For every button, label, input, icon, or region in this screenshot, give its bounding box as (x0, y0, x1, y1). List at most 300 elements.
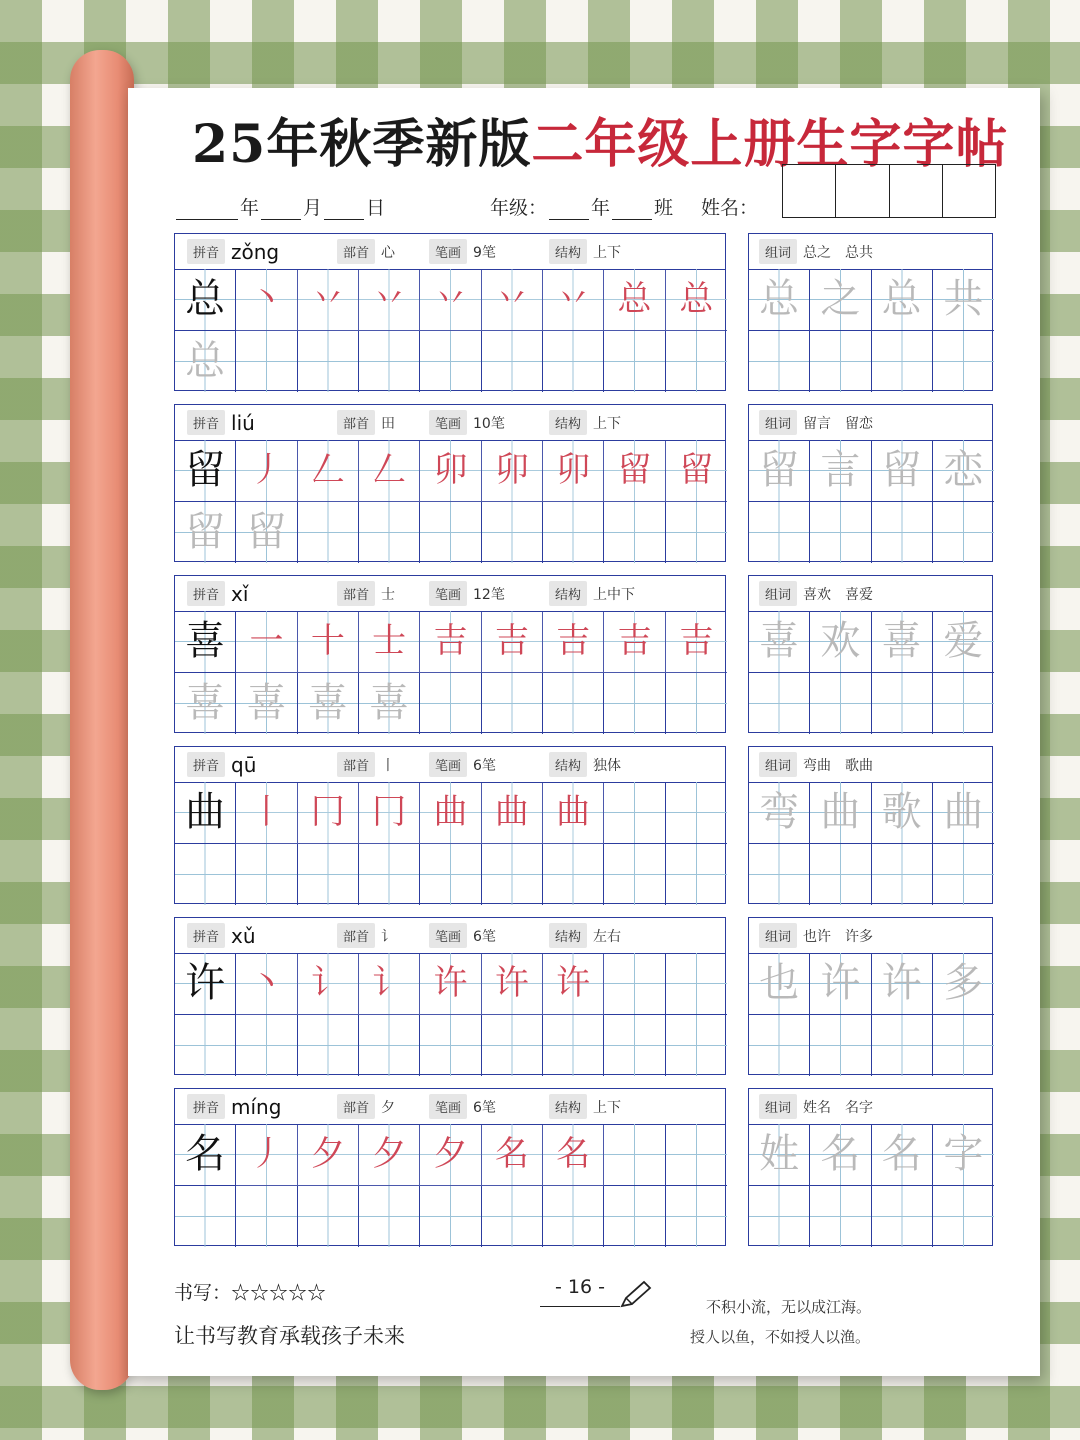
strokes-field (429, 1089, 500, 1124)
structure-field (549, 405, 625, 440)
practice-cell[interactable] (604, 1015, 665, 1077)
word-practice-cell[interactable] (872, 673, 933, 735)
char-practice-panel (174, 575, 726, 733)
radical-value: 士 (381, 586, 396, 603)
strokes-tag: 笔画 (429, 752, 467, 777)
stroke-step[interactable]: 曲 (482, 782, 543, 844)
stroke-step[interactable]: 一 (236, 611, 297, 673)
grade-year-label: 年 (591, 197, 611, 219)
word-practice-cell[interactable] (749, 331, 810, 393)
stroke-step[interactable]: 吉 (420, 611, 481, 673)
stroke-step[interactable]: 丷 (482, 269, 543, 331)
radical-tag: 部首 (337, 410, 375, 435)
words-value: 弯曲 歌曲 (803, 757, 874, 774)
practice-cell[interactable] (420, 1015, 481, 1077)
stroke-step[interactable]: 许 (420, 953, 481, 1015)
stroke-step[interactable]: 吉 (543, 611, 604, 673)
char-practice-panel (174, 1088, 726, 1246)
stroke-step[interactable]: 吉 (666, 611, 727, 673)
stroke-step[interactable]: 夕 (420, 1124, 481, 1186)
trace-character[interactable]: 喜 (359, 673, 420, 735)
word-grid (749, 953, 992, 1074)
practice-cell[interactable] (666, 953, 727, 1015)
practice-cell[interactable] (298, 1015, 359, 1077)
stroke-step[interactable]: 丶 (236, 953, 297, 1015)
radical-value: 丨 (381, 757, 396, 774)
word-practice-cell[interactable] (933, 331, 994, 393)
practice-grid (175, 1124, 725, 1245)
radical-value: 田 (381, 415, 396, 432)
structure-value: 上下 (593, 415, 622, 432)
model-character[interactable]: 许 (175, 953, 236, 1015)
practice-cell[interactable] (604, 1186, 665, 1248)
practice-cell[interactable] (543, 844, 604, 906)
radical-field (337, 1089, 399, 1124)
word-practice-cell[interactable] (810, 673, 871, 735)
practice-grid (175, 953, 725, 1074)
char-info-bar (175, 1089, 725, 1125)
pinyin-value: liú (231, 410, 255, 435)
pinyin-value: qū (231, 752, 257, 777)
word-panel (748, 746, 993, 904)
word-practice-cell[interactable] (810, 502, 871, 564)
stroke-step[interactable]: 曲 (543, 782, 604, 844)
practice-cell[interactable] (482, 1015, 543, 1077)
stroke-step[interactable]: 吉 (482, 611, 543, 673)
stroke-step[interactable]: 冂 (359, 782, 420, 844)
words-field (759, 234, 877, 269)
strokes-field (429, 576, 509, 611)
char-info-bar (175, 234, 725, 270)
word-practice-cell[interactable] (872, 502, 933, 564)
stroke-step[interactable]: 丨 (236, 782, 297, 844)
word-info-bar (749, 405, 992, 441)
practice-cell[interactable] (604, 844, 665, 906)
title-part1: 25年秋季新版 (192, 114, 532, 175)
word-trace-character[interactable]: 留 (749, 440, 810, 502)
word-trace-character[interactable]: 歌 (872, 782, 933, 844)
radical-value: 夕 (381, 1099, 396, 1116)
words-field (759, 405, 877, 440)
pinyin-value: xǔ (231, 923, 256, 948)
stroke-step[interactable]: 冂 (298, 782, 359, 844)
words-field (759, 1089, 877, 1124)
word-trace-character[interactable]: 喜 (749, 611, 810, 673)
practice-cell[interactable] (175, 844, 236, 906)
word-panel (748, 1088, 993, 1246)
practice-cell[interactable] (666, 502, 727, 564)
structure-value: 上中下 (593, 586, 636, 603)
practice-cell[interactable] (604, 331, 665, 393)
name-label: 姓名： (701, 197, 759, 219)
practice-cell[interactable] (604, 673, 665, 735)
practice-cell[interactable] (175, 1015, 236, 1077)
trace-character[interactable]: 总 (175, 331, 236, 393)
word-practice-cell[interactable] (810, 844, 871, 906)
word-trace-character[interactable]: 留 (872, 440, 933, 502)
practice-cell[interactable] (482, 673, 543, 735)
year-label: 年 (240, 197, 260, 219)
strokes-tag: 笔画 (429, 410, 467, 435)
pinyin-field (187, 1089, 281, 1124)
word-practice-cell[interactable] (933, 1186, 994, 1248)
stroke-step[interactable]: 总 (666, 269, 727, 331)
stroke-step[interactable]: 丷 (298, 269, 359, 331)
stroke-step[interactable]: 许 (543, 953, 604, 1015)
pinyin-tag: 拼音 (187, 752, 225, 777)
radical-tag: 部首 (337, 1094, 375, 1119)
practice-cell[interactable] (298, 331, 359, 393)
word-practice-cell[interactable] (933, 502, 994, 564)
word-practice-cell[interactable] (933, 1015, 994, 1077)
word-trace-character[interactable]: 许 (810, 953, 871, 1015)
quote-line-2: 授人以鱼，不如授人以渔。 (690, 1328, 871, 1346)
radical-tag: 部首 (337, 923, 375, 948)
words-field (759, 747, 877, 782)
pinyin-field (187, 918, 256, 953)
stroke-step[interactable]: 留 (604, 440, 665, 502)
word-grid (749, 1124, 992, 1245)
practice-grid (175, 440, 725, 561)
radical-field (337, 747, 399, 782)
practice-cell[interactable] (543, 502, 604, 564)
practice-cell[interactable] (236, 1015, 297, 1077)
word-trace-character[interactable]: 爱 (933, 611, 994, 673)
practice-cell[interactable] (604, 953, 665, 1015)
trace-character[interactable]: 喜 (175, 673, 236, 735)
strokes-tag: 笔画 (429, 923, 467, 948)
stroke-step[interactable]: 卯 (482, 440, 543, 502)
model-character[interactable]: 留 (175, 440, 236, 502)
page-number: - 16 - (540, 1276, 620, 1307)
words-value: 姓名 名字 (803, 1099, 874, 1116)
structure-field (549, 747, 625, 782)
char-info-bar (175, 576, 725, 612)
word-trace-character[interactable]: 曲 (933, 782, 994, 844)
practice-cell[interactable] (420, 673, 481, 735)
strokes-field (429, 918, 500, 953)
word-trace-character[interactable]: 也 (749, 953, 810, 1015)
word-trace-character[interactable]: 之 (810, 269, 871, 331)
practice-cell[interactable] (359, 844, 420, 906)
practice-cell[interactable] (420, 331, 481, 393)
strokes-value: 10笔 (473, 415, 505, 432)
structure-tag: 结构 (549, 1094, 587, 1119)
day-label: 日 (366, 197, 386, 219)
word-grid (749, 440, 992, 561)
radical-tag: 部首 (337, 239, 375, 264)
practice-cell[interactable] (666, 1015, 727, 1077)
grade-label: 年级： (490, 197, 548, 219)
strokes-field (429, 747, 500, 782)
char-practice-panel (174, 917, 726, 1075)
trace-character[interactable]: 留 (175, 502, 236, 564)
practice-cell[interactable] (482, 331, 543, 393)
word-grid (749, 782, 992, 903)
word-trace-character[interactable]: 名 (810, 1124, 871, 1186)
practice-cell[interactable] (543, 1015, 604, 1077)
practice-cell[interactable] (666, 331, 727, 393)
structure-value: 独体 (593, 757, 622, 774)
practice-cell[interactable] (298, 502, 359, 564)
structure-tag: 结构 (549, 239, 587, 264)
name-input-boxes[interactable] (782, 164, 996, 218)
word-grid (749, 269, 992, 390)
trace-character[interactable]: 喜 (298, 673, 359, 735)
word-practice-cell[interactable] (810, 1186, 871, 1248)
word-practice-cell[interactable] (749, 502, 810, 564)
model-character[interactable]: 曲 (175, 782, 236, 844)
practice-cell[interactable] (298, 1186, 359, 1248)
char-info-bar (175, 747, 725, 783)
word-practice-cell[interactable] (749, 1015, 810, 1077)
strokes-tag: 笔画 (429, 581, 467, 606)
word-practice-cell[interactable] (749, 844, 810, 906)
word-practice-cell[interactable] (872, 1186, 933, 1248)
radical-field (337, 918, 399, 953)
pinyin-field (187, 576, 248, 611)
slogan: 让书写教育承载孩子未来 (174, 1324, 405, 1348)
word-trace-character[interactable]: 曲 (810, 782, 871, 844)
strokes-value: 6笔 (473, 1099, 496, 1116)
stroke-step[interactable]: 曲 (420, 782, 481, 844)
stroke-step[interactable]: 讠 (298, 953, 359, 1015)
stroke-step[interactable]: 吉 (604, 611, 665, 673)
strokes-tag: 笔画 (429, 1094, 467, 1119)
word-practice-cell[interactable] (810, 1015, 871, 1077)
structure-tag: 结构 (549, 581, 587, 606)
word-practice-cell[interactable] (933, 673, 994, 735)
radical-field (337, 234, 399, 269)
word-trace-character[interactable]: 喜 (872, 611, 933, 673)
stroke-step[interactable]: 夕 (359, 1124, 420, 1186)
structure-tag: 结构 (549, 923, 587, 948)
word-practice-cell[interactable] (933, 844, 994, 906)
practice-cell[interactable] (666, 782, 727, 844)
pinyin-tag: 拼音 (187, 1094, 225, 1119)
stroke-step[interactable]: 𠃋 (359, 440, 420, 502)
practice-cell[interactable] (236, 844, 297, 906)
practice-cell[interactable] (420, 1186, 481, 1248)
stroke-step[interactable]: 许 (482, 953, 543, 1015)
word-trace-character[interactable]: 姓 (749, 1124, 810, 1186)
stroke-step[interactable]: 留 (666, 440, 727, 502)
words-field (759, 576, 877, 611)
words-tag: 组词 (759, 923, 797, 948)
title-part2: 二年级上册生字字帖 (531, 114, 1009, 175)
practice-cell[interactable] (420, 844, 481, 906)
pinyin-tag: 拼音 (187, 581, 225, 606)
word-trace-character[interactable]: 总 (872, 269, 933, 331)
pencil-icon (618, 1280, 652, 1310)
word-practice-cell[interactable] (749, 1186, 810, 1248)
word-info-bar (749, 576, 992, 612)
word-trace-character[interactable]: 多 (933, 953, 994, 1015)
stroke-step[interactable]: 总 (604, 269, 665, 331)
stroke-step[interactable]: 夕 (298, 1124, 359, 1186)
words-value: 总之 总共 (803, 244, 874, 261)
date-line (174, 186, 385, 220)
trace-character[interactable]: 留 (236, 502, 297, 564)
pinyin-tag: 拼音 (187, 239, 225, 264)
grade-line (490, 186, 758, 220)
practice-cell[interactable] (666, 1124, 727, 1186)
words-value: 留言 留恋 (803, 415, 874, 432)
quote-line-1: 不积小流，无以成江海。 (706, 1298, 872, 1316)
word-info-bar (749, 1089, 992, 1125)
word-panel (748, 575, 993, 733)
practice-cell[interactable] (666, 1186, 727, 1248)
radical-tag: 部首 (337, 752, 375, 777)
practice-cell[interactable] (420, 502, 481, 564)
structure-field (549, 234, 625, 269)
words-tag: 组词 (759, 1094, 797, 1119)
word-trace-character[interactable]: 字 (933, 1124, 994, 1186)
pinyin-tag: 拼音 (187, 923, 225, 948)
word-trace-character[interactable]: 恋 (933, 440, 994, 502)
practice-cell[interactable] (604, 502, 665, 564)
word-trace-character[interactable]: 欢 (810, 611, 871, 673)
char-practice-panel (174, 233, 726, 391)
practice-cell[interactable] (666, 844, 727, 906)
strokes-value: 6笔 (473, 757, 496, 774)
char-practice-panel (174, 746, 726, 904)
radical-field (337, 405, 399, 440)
practice-cell[interactable] (543, 331, 604, 393)
month-label: 月 (303, 197, 323, 219)
practice-cell[interactable] (298, 844, 359, 906)
model-character[interactable]: 总 (175, 269, 236, 331)
word-practice-cell[interactable] (872, 844, 933, 906)
stroke-step[interactable]: 丷 (420, 269, 481, 331)
word-trace-character[interactable]: 共 (933, 269, 994, 331)
strokes-field (429, 234, 500, 269)
stroke-step[interactable]: 丷 (359, 269, 420, 331)
practice-cell[interactable] (604, 1124, 665, 1186)
practice-cell[interactable] (359, 1186, 420, 1248)
word-info-bar (749, 234, 992, 270)
stroke-step[interactable]: 讠 (359, 953, 420, 1015)
word-trace-character[interactable]: 许 (872, 953, 933, 1015)
stroke-step[interactable]: 丶 (236, 269, 297, 331)
words-tag: 组词 (759, 752, 797, 777)
pinyin-value: xǐ (231, 581, 249, 606)
practice-cell[interactable] (359, 1015, 420, 1077)
word-panel (748, 233, 993, 391)
practice-cell[interactable] (482, 844, 543, 906)
word-practice-cell[interactable] (872, 1015, 933, 1077)
word-trace-character[interactable]: 言 (810, 440, 871, 502)
pinyin-value: zǒng (231, 239, 280, 264)
word-trace-character[interactable]: 名 (872, 1124, 933, 1186)
words-value: 喜欢 喜爱 (803, 586, 874, 603)
word-trace-character[interactable]: 弯 (749, 782, 810, 844)
practice-cell[interactable] (236, 1186, 297, 1248)
words-tag: 组词 (759, 239, 797, 264)
practice-cell[interactable] (359, 502, 420, 564)
practice-cell[interactable] (666, 673, 727, 735)
char-practice-panel (174, 404, 726, 562)
practice-cell[interactable] (482, 502, 543, 564)
stroke-step[interactable]: 丿 (236, 1124, 297, 1186)
word-info-bar (749, 918, 992, 954)
words-tag: 组词 (759, 410, 797, 435)
stroke-step[interactable]: 卯 (543, 440, 604, 502)
practice-cell[interactable] (543, 673, 604, 735)
word-info-bar (749, 747, 992, 783)
practice-grid (175, 269, 725, 390)
stroke-step[interactable]: 卯 (420, 440, 481, 502)
stroke-step[interactable]: 丷 (543, 269, 604, 331)
radical-tag: 部首 (337, 581, 375, 606)
structure-value: 左右 (593, 928, 622, 945)
strokes-value: 6笔 (473, 928, 496, 945)
practice-grid (175, 782, 725, 903)
word-practice-cell[interactable] (810, 331, 871, 393)
word-panel (748, 917, 993, 1075)
pinyin-field (187, 234, 279, 269)
stroke-step[interactable]: 𠃋 (298, 440, 359, 502)
practice-cell[interactable] (543, 1186, 604, 1248)
practice-grid (175, 611, 725, 732)
practice-cell[interactable] (482, 1186, 543, 1248)
radical-value: 心 (381, 244, 396, 261)
notebook-spine (70, 50, 134, 1390)
pinyin-field (187, 747, 256, 782)
rating-stars: 书写：☆☆☆☆☆ (174, 1282, 327, 1304)
trace-character[interactable]: 喜 (236, 673, 297, 735)
strokes-field (429, 405, 509, 440)
structure-field (549, 576, 639, 611)
practice-cell[interactable] (359, 331, 420, 393)
model-character[interactable]: 名 (175, 1124, 236, 1186)
pinyin-tag: 拼音 (187, 410, 225, 435)
stroke-step[interactable]: 名 (543, 1124, 604, 1186)
stroke-step[interactable]: 十 (298, 611, 359, 673)
word-panel (748, 404, 993, 562)
stroke-step[interactable]: 丿 (236, 440, 297, 502)
pinyin-value: míng (231, 1094, 282, 1119)
practice-cell[interactable] (175, 1186, 236, 1248)
stroke-step[interactable]: 士 (359, 611, 420, 673)
structure-field (549, 1089, 625, 1124)
char-info-bar (175, 405, 725, 441)
structure-value: 上下 (593, 1099, 622, 1116)
practice-cell[interactable] (604, 782, 665, 844)
words-tag: 组词 (759, 581, 797, 606)
structure-tag: 结构 (549, 752, 587, 777)
structure-field (549, 918, 625, 953)
word-practice-cell[interactable] (872, 331, 933, 393)
words-value: 也许 许多 (803, 928, 874, 945)
stroke-step[interactable]: 名 (482, 1124, 543, 1186)
radical-field (337, 576, 399, 611)
strokes-value: 9笔 (473, 244, 496, 261)
pinyin-field (187, 405, 255, 440)
structure-value: 上下 (593, 244, 622, 261)
strokes-tag: 笔画 (429, 239, 467, 264)
char-info-bar (175, 918, 725, 954)
grade-class-label: 班 (654, 197, 674, 219)
model-character[interactable]: 喜 (175, 611, 236, 673)
word-practice-cell[interactable] (749, 673, 810, 735)
radical-value: 讠 (381, 928, 396, 945)
word-grid (749, 611, 992, 732)
practice-cell[interactable] (236, 331, 297, 393)
word-trace-character[interactable]: 总 (749, 269, 810, 331)
words-field (759, 918, 877, 953)
structure-tag: 结构 (549, 410, 587, 435)
